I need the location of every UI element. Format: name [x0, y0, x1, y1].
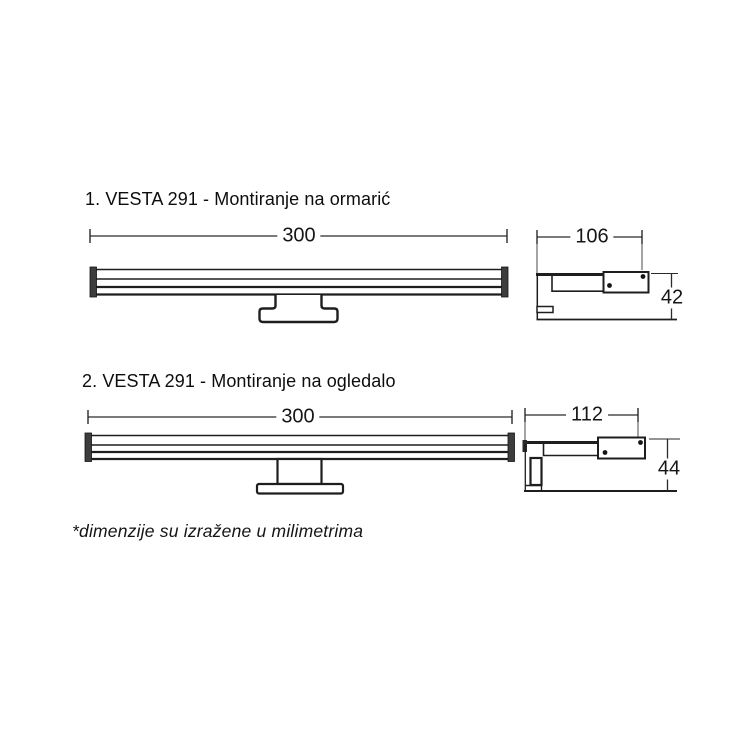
- dim-label-width-2: 300: [276, 407, 319, 428]
- dim-label-width-1: 300: [277, 226, 320, 247]
- dim-label-depth-1: 106: [570, 227, 613, 248]
- lamp-end-cap-left-2: [85, 433, 92, 462]
- diffuser-edge-1: [537, 307, 553, 313]
- dim-label-height-2: 44: [653, 459, 685, 480]
- dim-label-height-1: 42: [656, 288, 688, 309]
- diagram1-title: 1. VESTA 291 - Montiranje na ormarić: [85, 189, 391, 209]
- clamp-box-1: [604, 272, 649, 293]
- dim-label-depth-2: 112: [566, 405, 608, 426]
- screw-dot: [603, 450, 608, 455]
- lamp-end-cap-left-1: [90, 267, 97, 297]
- screw-dot: [638, 440, 643, 445]
- screw-dot: [607, 283, 612, 288]
- mirror-clip-2: [531, 458, 542, 485]
- lamp-bar-2: [85, 433, 515, 462]
- diagram2-title: 2. VESTA 291 - Montiranje na ogledalo: [82, 371, 396, 391]
- screw-dot: [641, 274, 646, 279]
- mount-bracket-1: [260, 295, 338, 322]
- dimensions-footnote: *dimenzije su izražene u milimetrima: [72, 521, 364, 541]
- mount-bracket-2: [257, 459, 343, 494]
- clamp-box-2: [598, 438, 645, 459]
- lamp-bar-1: [90, 267, 508, 297]
- lamp-end-cap-right-1: [502, 267, 509, 297]
- lamp-end-cap-right-2: [508, 433, 515, 462]
